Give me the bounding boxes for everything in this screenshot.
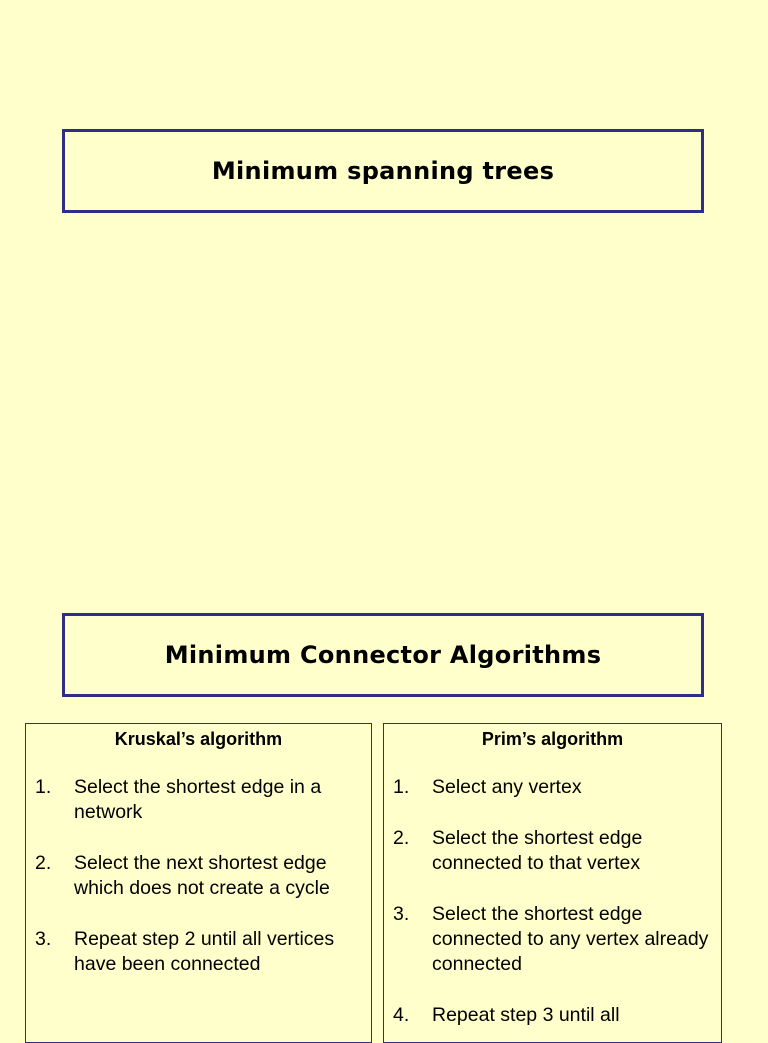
kruskal-panel (25, 723, 372, 1043)
kruskal-heading: Kruskal’s algorithm (114, 729, 283, 749)
kruskal-steps-list (26, 775, 371, 977)
step-number: 2. (35, 852, 52, 874)
step-text: Select the shortest edge connected to that vertex (432, 827, 643, 874)
step-number: 2. (393, 827, 410, 849)
kruskal-step (26, 775, 371, 825)
step-text: Select any vertex (432, 776, 582, 798)
step-number: 4. (393, 1004, 410, 1026)
prim-heading: Prim’s algorithm (481, 729, 624, 749)
step-number: 1. (35, 776, 52, 798)
step-text: Repeat step 3 until all (432, 1004, 620, 1026)
step-text: Select the shortest edge in a network (74, 776, 322, 823)
slide-title-box (62, 129, 704, 213)
prim-step (384, 826, 721, 876)
section-title-box (62, 613, 704, 697)
step-text: Select the next shortest edge which does not create a cycle (74, 852, 330, 899)
kruskal-step (26, 927, 371, 977)
kruskal-step (26, 851, 371, 901)
prim-step (384, 775, 721, 800)
step-text: Repeat step 2 until all vertices have been connected (74, 928, 335, 975)
section-title: Minimum Connector Algorithms (164, 641, 602, 669)
prim-step (384, 1003, 721, 1028)
step-number: 3. (35, 928, 52, 950)
prim-step (384, 902, 721, 977)
prim-steps-list (384, 775, 721, 1028)
step-number: 1. (393, 776, 410, 798)
slide-title: Minimum spanning trees (211, 157, 555, 185)
prim-panel (383, 723, 722, 1043)
step-number: 3. (393, 903, 410, 925)
step-text: Select the shortest edge connected to any vertex already connected (432, 903, 709, 975)
